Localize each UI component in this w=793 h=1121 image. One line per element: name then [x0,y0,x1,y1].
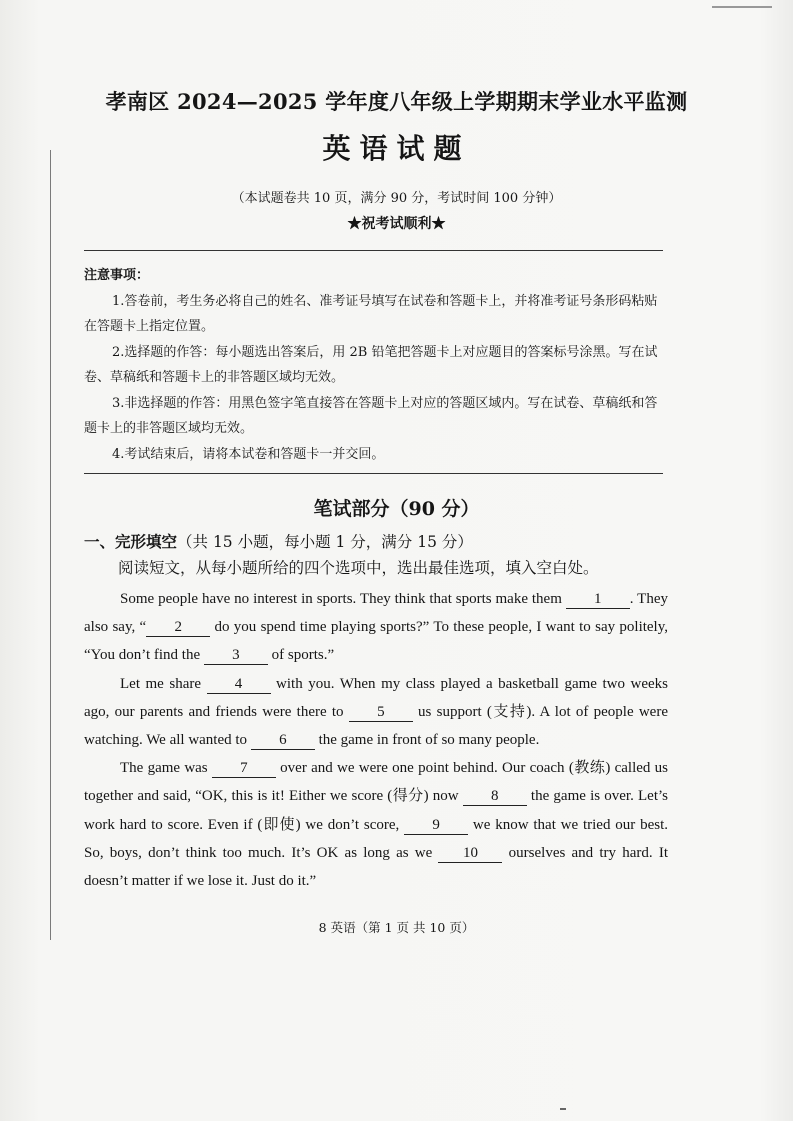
binding-line [50,150,51,940]
part-heading [84,530,473,552]
blank-2: 2 [146,618,210,637]
notice-item: 4.考试结束后，请将本试卷和答题卡一并交回。 [112,446,385,462]
passage-text: Some people have no interest in sports. They think that sports make them [120,591,566,607]
page-footer: 8 英语（第 1 页 共 10 页） [318,920,475,935]
exam-info: （本试题卷共 10 页，满分 90 分，考试时间 100 分钟） [231,191,562,206]
passage-paragraph-2 [84,670,668,755]
divider-top [84,250,663,251]
passage-text: The game was [120,760,212,777]
notice-item: 3.非选择题的作答：用黑色签字笔直接答在答题卡上对应的答题区域内。写在试卷、草稿纸和答题卡上的非答题区域均无效。 [84,395,658,436]
passage-paragraph-3 [84,754,668,895]
passage-text: ourselves and try hard. It doesn’t matter if we lose it. Just do it.” [84,844,668,890]
blank-5: 5 [349,703,413,722]
scan-speck [560,1108,566,1110]
notice-heading: 注意事项： [84,268,150,283]
blank-6: 6 [251,731,315,750]
passage-text: we know that we tried our best. So, boys, don’t think too much. It’s OK as long as we [84,816,668,861]
notice-item: 2.选择题的作答：每小题选出答案后，用 2B 铅笔把答题卡上对应题目的答案标号涂黑。写在试卷、草稿纸和答题卡上的非答题区域均无效。 [84,344,658,385]
blank-10: 10 [438,844,502,863]
passage-text: the game in front of so many people. [314,732,540,749]
blank-1: 1 [566,590,630,609]
passage-text: the game is over. Let’s work hard to score. Even if (即使) we don’t score, [84,788,668,833]
exam-title: 孝南区 2024—2025 学年度八年级上学期期末学业水平监测 [105,89,688,114]
blank-9: 9 [404,816,468,835]
blank-3: 3 [204,646,268,665]
passage-paragraph-1 [84,585,668,670]
blank-8: 8 [463,787,527,806]
passage-text: us support (支持). A lot of people were watching. We all wanted to [84,703,668,749]
blank-4: 4 [207,675,271,694]
subject-title: 英语试题 [322,132,471,165]
part-detail: （共 15 小题，每小题 1 分，满分 15 分） [177,533,473,551]
passage-text: over and we were one point behind. Our coach (教练) called us together and said, “OK, this is it! Either we score (得分) now [84,760,669,805]
passage-text: . They also say, “ [84,591,668,636]
notice-item: 1.答卷前，考生务必将自己的姓名、准考证号填写在试卷和答题卡上，并将准考证号条形码粘贴在答题卡上指定位置。 [84,293,658,334]
cloze-passage [84,585,668,895]
blank-7: 7 [212,759,276,778]
part-instruction: 阅读短文，从每小题所给的四个选项中，选出最佳选项，填入空白处。 [118,559,599,577]
divider-bottom [84,473,663,474]
passage-text: Let me share [120,675,207,692]
passage-text: with you. When my class played a basketball game two weeks ago, our parents and friends were there to [84,675,668,720]
passage-text: of sports.” [267,647,335,664]
good-luck-line: ★祝考试顺利★ [347,216,446,232]
passage-text: do you spend time playing sports?” To these people, I want to say politely, “You don’t find the [84,619,669,664]
scan-mark [712,6,772,8]
part-label: 一、完形填空 [84,532,178,551]
section-title: 笔试部分（90 分） [313,498,480,520]
notice-block [84,263,668,467]
